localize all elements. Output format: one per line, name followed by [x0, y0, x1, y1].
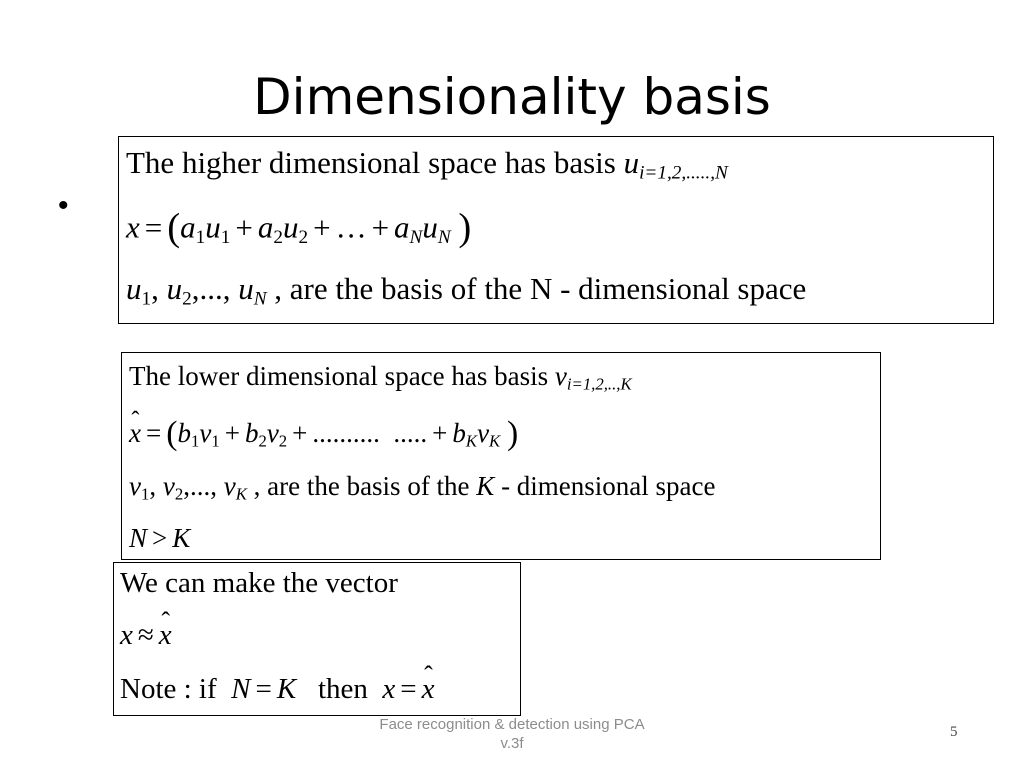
open-paren: (	[167, 206, 181, 249]
plus-sign: +	[371, 209, 390, 245]
ellipsis: ,...,	[183, 471, 217, 501]
basis-u1: u	[205, 209, 221, 245]
coef-a1: a	[180, 209, 196, 245]
x-symbol: x	[126, 209, 140, 245]
open-paren: (	[166, 415, 178, 452]
basis-v1: v	[129, 471, 141, 501]
basis-var-u: u	[623, 145, 640, 180]
basis-description: , are the basis of the N - dimensional space	[274, 271, 807, 306]
basis-v2: v	[266, 417, 279, 448]
lower-basis-list-line	[129, 471, 716, 502]
basis-u1-sub: 1	[220, 227, 231, 249]
coef-a2: a	[257, 209, 274, 245]
higher-dimension-equation-box	[118, 136, 994, 324]
close-paren: )	[458, 206, 472, 249]
coef-b1-sub: 1	[190, 431, 200, 451]
plus-sign: +	[432, 417, 448, 448]
lower-expansion-line	[129, 415, 518, 453]
equals-sign: =	[144, 209, 163, 245]
basis-uN: u	[422, 209, 438, 245]
coef-bK-sub: K	[465, 431, 478, 451]
n-symbol: N	[129, 523, 148, 553]
basis-u2-sub: 2	[298, 227, 309, 249]
footer-title: Face recognition & detection using PCA	[379, 716, 645, 733]
basis-v2-sub: 2	[174, 484, 184, 504]
basis-uN-sub: N	[253, 288, 267, 310]
basis-description-suffix: - dimensional space	[501, 471, 716, 501]
x-hat-symbol: x ˆ	[159, 619, 172, 652]
coef-bK: b	[452, 417, 466, 448]
footer-version: v.3f	[500, 735, 524, 752]
basis-vK-sub: K	[235, 484, 247, 504]
x-hat-symbol: x ˆ	[129, 418, 141, 449]
basis-v1: v	[199, 417, 212, 448]
lower-basis-line	[129, 361, 632, 392]
coef-a1-sub: 1	[195, 227, 206, 249]
higher-basis-list-line	[126, 271, 807, 310]
basis-u1: u	[126, 271, 142, 306]
ellipsis: …	[335, 209, 367, 245]
note-line	[120, 673, 435, 706]
basis-u1-sub: 1	[141, 288, 152, 310]
x-hat-symbol: x ˆ	[422, 673, 435, 706]
approximation-note-box	[113, 562, 521, 716]
coef-b2: b	[244, 417, 259, 448]
n-greater-k-line	[129, 523, 190, 554]
basis-vK: v	[477, 417, 490, 448]
higher-basis-line	[126, 145, 728, 184]
x-symbol: x	[120, 619, 133, 651]
k-symbol: K	[476, 471, 495, 501]
ellipsis: ,...,	[191, 271, 231, 306]
basis-description: , are the basis of the	[253, 471, 470, 501]
note-label: Note : if	[120, 673, 217, 705]
n-symbol: N	[231, 673, 251, 705]
basis-var-u-sub: i=1,2,.....,N	[639, 162, 728, 184]
basis-u2: u	[282, 209, 299, 245]
higher-expansion-line	[126, 205, 471, 250]
slide-title: Dimensionality basis	[253, 68, 771, 126]
basis-uN-sub: N	[437, 227, 451, 249]
coef-aN: a	[394, 209, 410, 245]
coef-a2-sub: 2	[273, 227, 283, 249]
higher-basis-text: The higher dimensional space has basis	[126, 145, 616, 180]
basis-v2: v	[162, 471, 175, 501]
plus-sign: +	[313, 209, 331, 245]
plus-sign: +	[235, 209, 253, 245]
k-symbol: K	[172, 523, 191, 553]
k-symbol: K	[276, 673, 297, 705]
bullet-point: •	[58, 189, 69, 222]
coef-aN-sub: N	[409, 227, 423, 249]
coef-b2-sub: 2	[258, 431, 267, 451]
basis-uN: u	[238, 271, 254, 306]
basis-vK-sub: K	[489, 431, 501, 451]
comma: ,	[149, 471, 157, 501]
basis-vK: v	[223, 471, 236, 501]
basis-v2-sub: 2	[278, 431, 288, 451]
basis-v1-sub: 1	[211, 431, 220, 451]
equals-sign: =	[255, 673, 272, 705]
slide-footer	[340, 715, 684, 753]
lower-dimension-equation-box	[121, 352, 881, 560]
greater-than-sign: >	[152, 523, 168, 553]
equals-sign: =	[145, 417, 162, 448]
lower-basis-text: The lower dimensional space has basis	[129, 361, 549, 391]
basis-var-v: v	[554, 361, 567, 391]
ellipsis: .......... .....	[312, 417, 428, 448]
basis-var-v-sub: i=1,2,..,K	[566, 374, 632, 394]
basis-v1-sub: 1	[140, 484, 150, 504]
then-word: then	[317, 673, 368, 705]
plus-sign: +	[224, 417, 240, 448]
plus-sign: +	[292, 417, 308, 448]
basis-u2-sub: 2	[182, 288, 192, 310]
basis-u2: u	[166, 271, 183, 306]
approximation-line	[120, 619, 172, 652]
approx-sign: ≈	[137, 619, 154, 651]
vector-statement-line: We can make the vector	[120, 567, 398, 599]
close-paren: )	[506, 415, 519, 452]
coef-b1: b	[177, 417, 191, 448]
comma: ,	[151, 271, 159, 306]
x-symbol: x	[382, 673, 396, 705]
equals-sign: =	[400, 673, 417, 705]
page-number: 5	[950, 724, 958, 740]
